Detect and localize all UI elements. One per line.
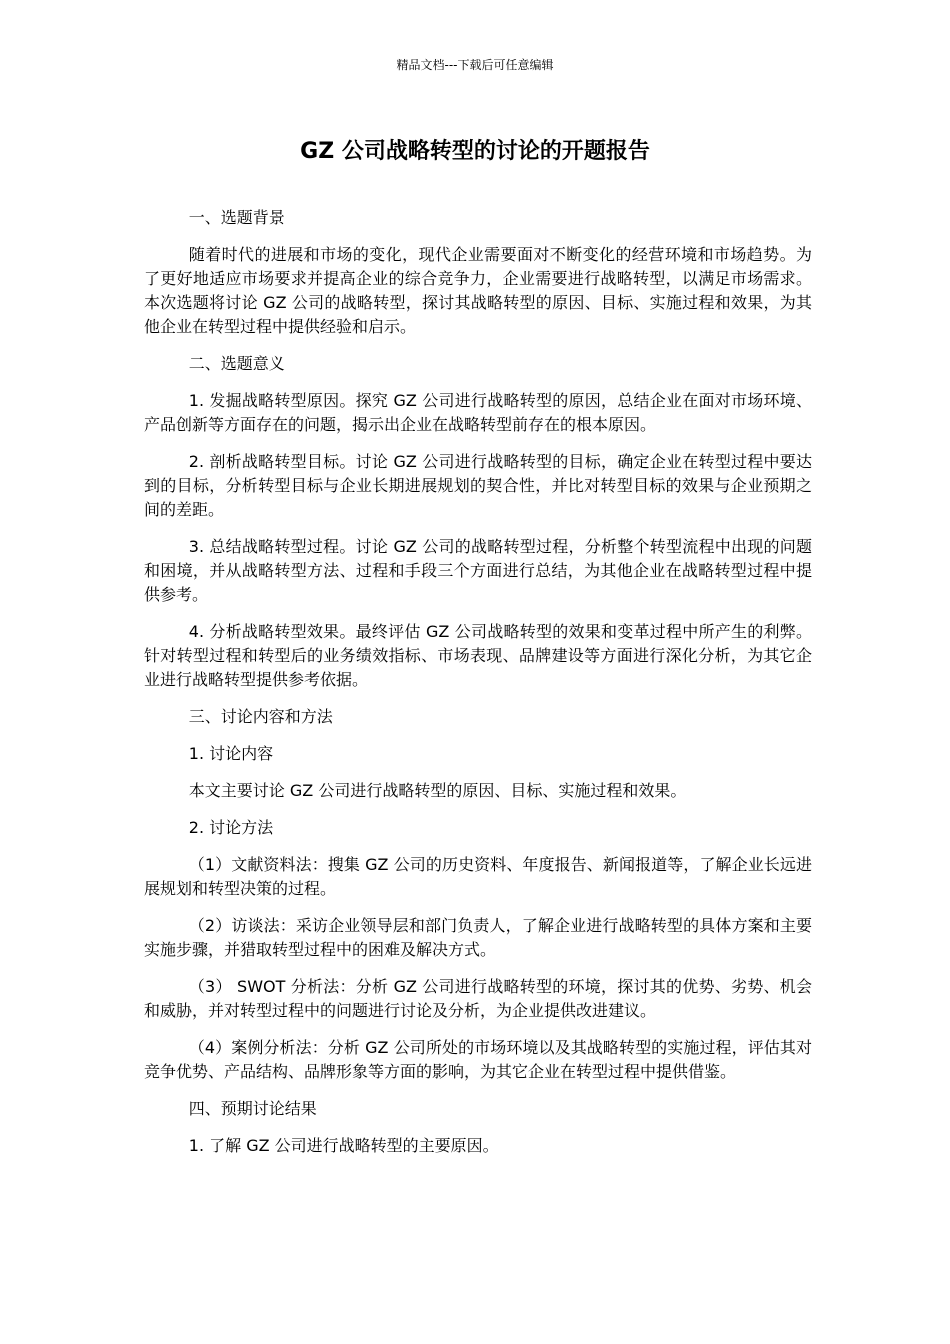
section-heading: 二、选题意义 [188,354,285,373]
paragraph: 3. 总结战略转型过程。讨论 GZ 公司的战略转型过程，分析整个转型流程中出现的问题和困境，并从战略转型方法、过程和手段三个方面进行总结，为其他企业在战略转型过程中提供参考。 [144,537,812,604]
document-title: GZ 公司战略转型的讨论的开题报告 [300,139,650,164]
paragraph: 随着时代的进展和市场的变化，现代企业需要面对不断变化的经营环境和市场趋势。为了更好地适应市场要求并提高企业的综合竞争力，企业需要进行战略转型，以满足市场需求。本次选题将讨论 GZ 公司的战略转型，探讨其战略转型的原因、目标、实施过程和效果，为其他企业在转型过程中提供经验和启示。 [144,245,812,336]
document-body [144,206,812,1171]
page-header: 精品文档---下载后可任意编辑 [396,58,554,72]
section-heading: 三、讨论内容和方法 [188,707,333,726]
paragraph: 本文主要讨论 GZ 公司进行战略转型的原因、目标、实施过程和效果。 [188,781,687,800]
method-item: （2）访谈法：采访企业领导层和部门负责人，了解企业进行战略转型的具体方案和主要实施步骤，并猎取转型过程中的困难及解决方式。 [144,916,812,959]
section-heading: 四、预期讨论结果 [188,1099,317,1118]
paragraph: 4. 分析战略转型效果。最终评估 GZ 公司战略转型的效果和变革过程中所产生的利弊。针对转型过程和转型后的业务绩效指标、市场表现、品牌建设等方面进行深化分析，为其它企业进行战略转型提供参考依据。 [144,622,812,689]
subsection-heading: 2. 讨论方法 [188,818,274,837]
subsection-heading: 1. 讨论内容 [188,744,274,763]
paragraph: 2. 剖析战略转型目标。讨论 GZ 公司进行战略转型的目标，确定企业在转型过程中要达到的目标，分析转型目标与企业长期进展规划的契合性，并比对转型目标的效果与企业预期之间的差距。 [144,452,812,519]
paragraph: 1. 发掘战略转型原因。探究 GZ 公司进行战略转型的原因，总结企业在面对市场环境、产品创新等方面存在的问题，揭示出企业在战略转型前存在的根本原因。 [144,391,812,434]
method-item: （1）文献资料法：搜集 GZ 公司的历史资料、年度报告、新闻报道等，了解企业长远进展规划和转型决策的过程。 [144,855,812,898]
paragraph: 1. 了解 GZ 公司进行战略转型的主要原因。 [188,1136,499,1155]
method-item: （3） SWOT 分析法：分析 GZ 公司进行战略转型的环境，探讨其的优势、劣势、机会和威胁，并对转型过程中的问题进行讨论及分析，为企业提供改进建议。 [144,977,812,1020]
method-item: （4）案例分析法：分析 GZ 公司所处的市场环境以及其战略转型的实施过程，评估其对竞争优势、产品结构、品牌形象等方面的影响，为其它企业在转型过程中提供借鉴。 [144,1038,812,1081]
section-heading: 一、选题背景 [188,208,285,227]
